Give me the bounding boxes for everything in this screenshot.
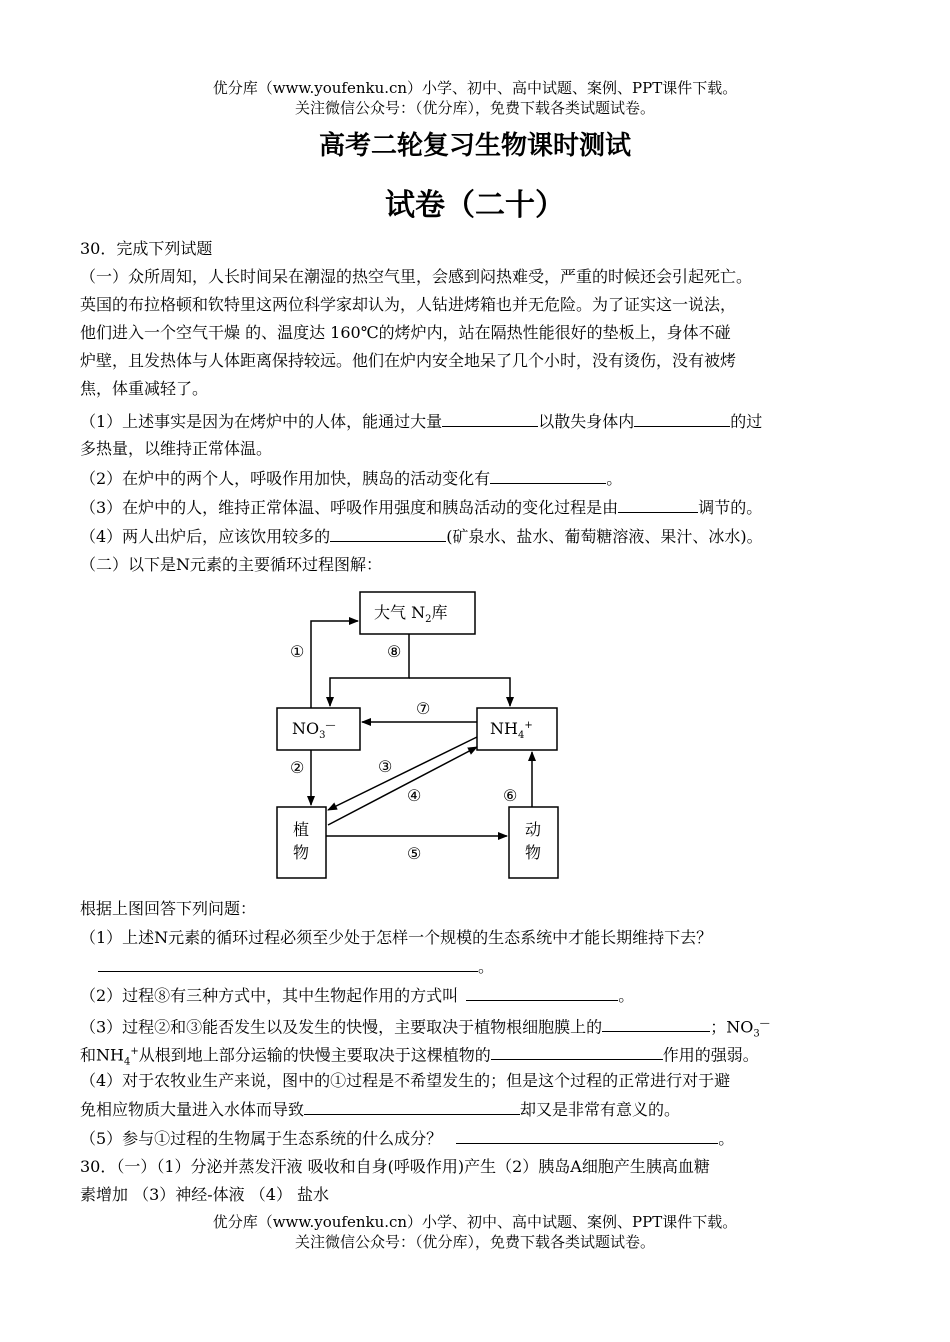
paragraph-line: （一）众所周知，人长时间呆在潮湿的热空气里，会感到闷热难受，严重的时候还会引起死亡。	[80, 267, 753, 286]
part-2-question-3-cont: 和$NH_4^+$从根到地上部分运输的快慢主要取决于这棵植物的 作用的强弱。	[80, 1045, 759, 1068]
paragraph-line: 英国的布拉格顿和钦特里这两位科学家却认为，人钻进烤箱也并无危险。为了证实这一说法，	[80, 295, 737, 314]
answer-blank[interactable]	[304, 1098, 520, 1115]
part-2-intro: （二）以下是N元素的主要循环过程图解：	[80, 555, 383, 574]
animal-label: 物	[525, 843, 542, 862]
plant-label: 物	[293, 843, 310, 862]
answer-key: 30．（一）（1）分泌并蒸发汗液 吸收和自身(呼吸作用)产生（2）胰岛A细胞产生胰高血糖	[80, 1157, 710, 1176]
header-line-2: 关注微信公众号：（优分库），免费下载各类试题试卷。	[294, 99, 655, 117]
part-2-question-1-blank: 。	[98, 955, 494, 978]
nitrate-label: $NO_3^—$	[292, 719, 336, 741]
question-1-cont: 多热量，以维持正常体温。	[80, 439, 273, 458]
page-title: 高考二轮复习生物课时测试	[318, 131, 631, 161]
footer-line-1: 优分库（www.youfenku.cn）小学、初中、高中试题、案例、PPT课件下载。	[212, 1213, 738, 1231]
part-2-question-4: （4）对于农牧业生产来说，图中的①过程是不希望发生的；但是这个过程的正常进行对于避	[80, 1071, 731, 1090]
process-number: ⑥	[503, 786, 518, 805]
plant-label: 植	[293, 820, 310, 839]
process-number: ②	[290, 758, 305, 777]
question-4: （4）两人出炉后，应该饮用较多的 (矿泉水、盐水、葡萄糖溶液、果汁、冰水)。	[80, 527, 763, 546]
page-subtitle: 试卷（二十）	[385, 188, 565, 223]
answer-blank[interactable]	[618, 496, 698, 513]
arrow-1	[311, 621, 358, 708]
question-2: （2）在炉中的两个人，呼吸作用加快，胰岛的活动变化有 。	[80, 469, 623, 488]
answer-blank[interactable]	[456, 1127, 718, 1144]
header-line-1: 优分库（www.youfenku.cn）小学、初中、高中试题、案例、PPT课件下载。	[212, 79, 738, 97]
paragraph-line: 焦，体重减轻了。	[80, 379, 209, 398]
part-2-question-1: （1）上述N元素的循环过程必须至少处于怎样一个规模的生态系统中才能长期维持下去？	[80, 928, 713, 947]
atmosphere-label: 大气 $N_2$库	[374, 603, 448, 625]
part-2-question-4-cont: 免相应物质大量进入水体而导致 却又是非常有意义的。	[80, 1100, 681, 1119]
question-3: （3）在炉中的人，维持正常体温、呼吸作用强度和胰岛活动的变化过程是由 调节的。	[80, 498, 763, 517]
answer-blank[interactable]	[466, 984, 618, 1001]
process-number: ③	[378, 757, 393, 776]
answer-blank[interactable]	[602, 1015, 710, 1032]
question-heading: 30．完成下列试题	[80, 239, 213, 258]
process-number: ④	[407, 786, 422, 805]
process-number: ⑦	[416, 699, 431, 718]
paragraph-line: 他们进入一个空气干燥 的、温度达 160℃的烤炉内，站在隔热性能很好的垫板上，身体不碰	[80, 323, 731, 342]
part-2-question-3: （3）过程②和③能否发生以及发生的快慢，主要取决于植物根细胞膜上的 ；$NO_3^—$	[80, 1017, 770, 1040]
question-1: （1）上述事实是因为在烤炉中的人体，能通过大量 以散失身体内 的过	[80, 412, 763, 431]
process-number: ①	[290, 642, 305, 661]
part-2-question-5: （5）参与①过程的生物属于生态系统的什么成分？ 。	[80, 1129, 735, 1148]
process-number: ⑤	[407, 844, 422, 863]
part-2-question-2: （2）过程⑧有三种方式中，其中生物起作用的方式叫 。	[80, 986, 635, 1005]
answer-blank[interactable]	[491, 1043, 663, 1060]
nitrogen-cycle-diagram	[270, 585, 690, 885]
answer-key-cont: 素增加 （3）神经-体液 （4） 盐水	[80, 1185, 330, 1204]
answer-blank[interactable]	[442, 410, 538, 427]
process-number: ⑧	[387, 642, 402, 661]
answer-blank[interactable]	[634, 410, 730, 427]
ammonium-label: $NH_4^+$	[490, 719, 533, 741]
answer-blank[interactable]	[330, 525, 446, 542]
answer-blank[interactable]	[490, 467, 606, 484]
arrow-4	[328, 747, 477, 825]
animal-label: 动	[525, 820, 542, 839]
paragraph-line: 炉壁，且发热体与人体距离保持较远。他们在炉内安全地呆了几个小时，没有烫伤，没有被烤	[80, 351, 737, 370]
answer-prompt: 根据上图回答下列问题：	[80, 899, 257, 918]
footer-line-2: 关注微信公众号：（优分库），免费下载各类试题试卷。	[294, 1233, 655, 1251]
answer-blank[interactable]	[98, 955, 478, 972]
